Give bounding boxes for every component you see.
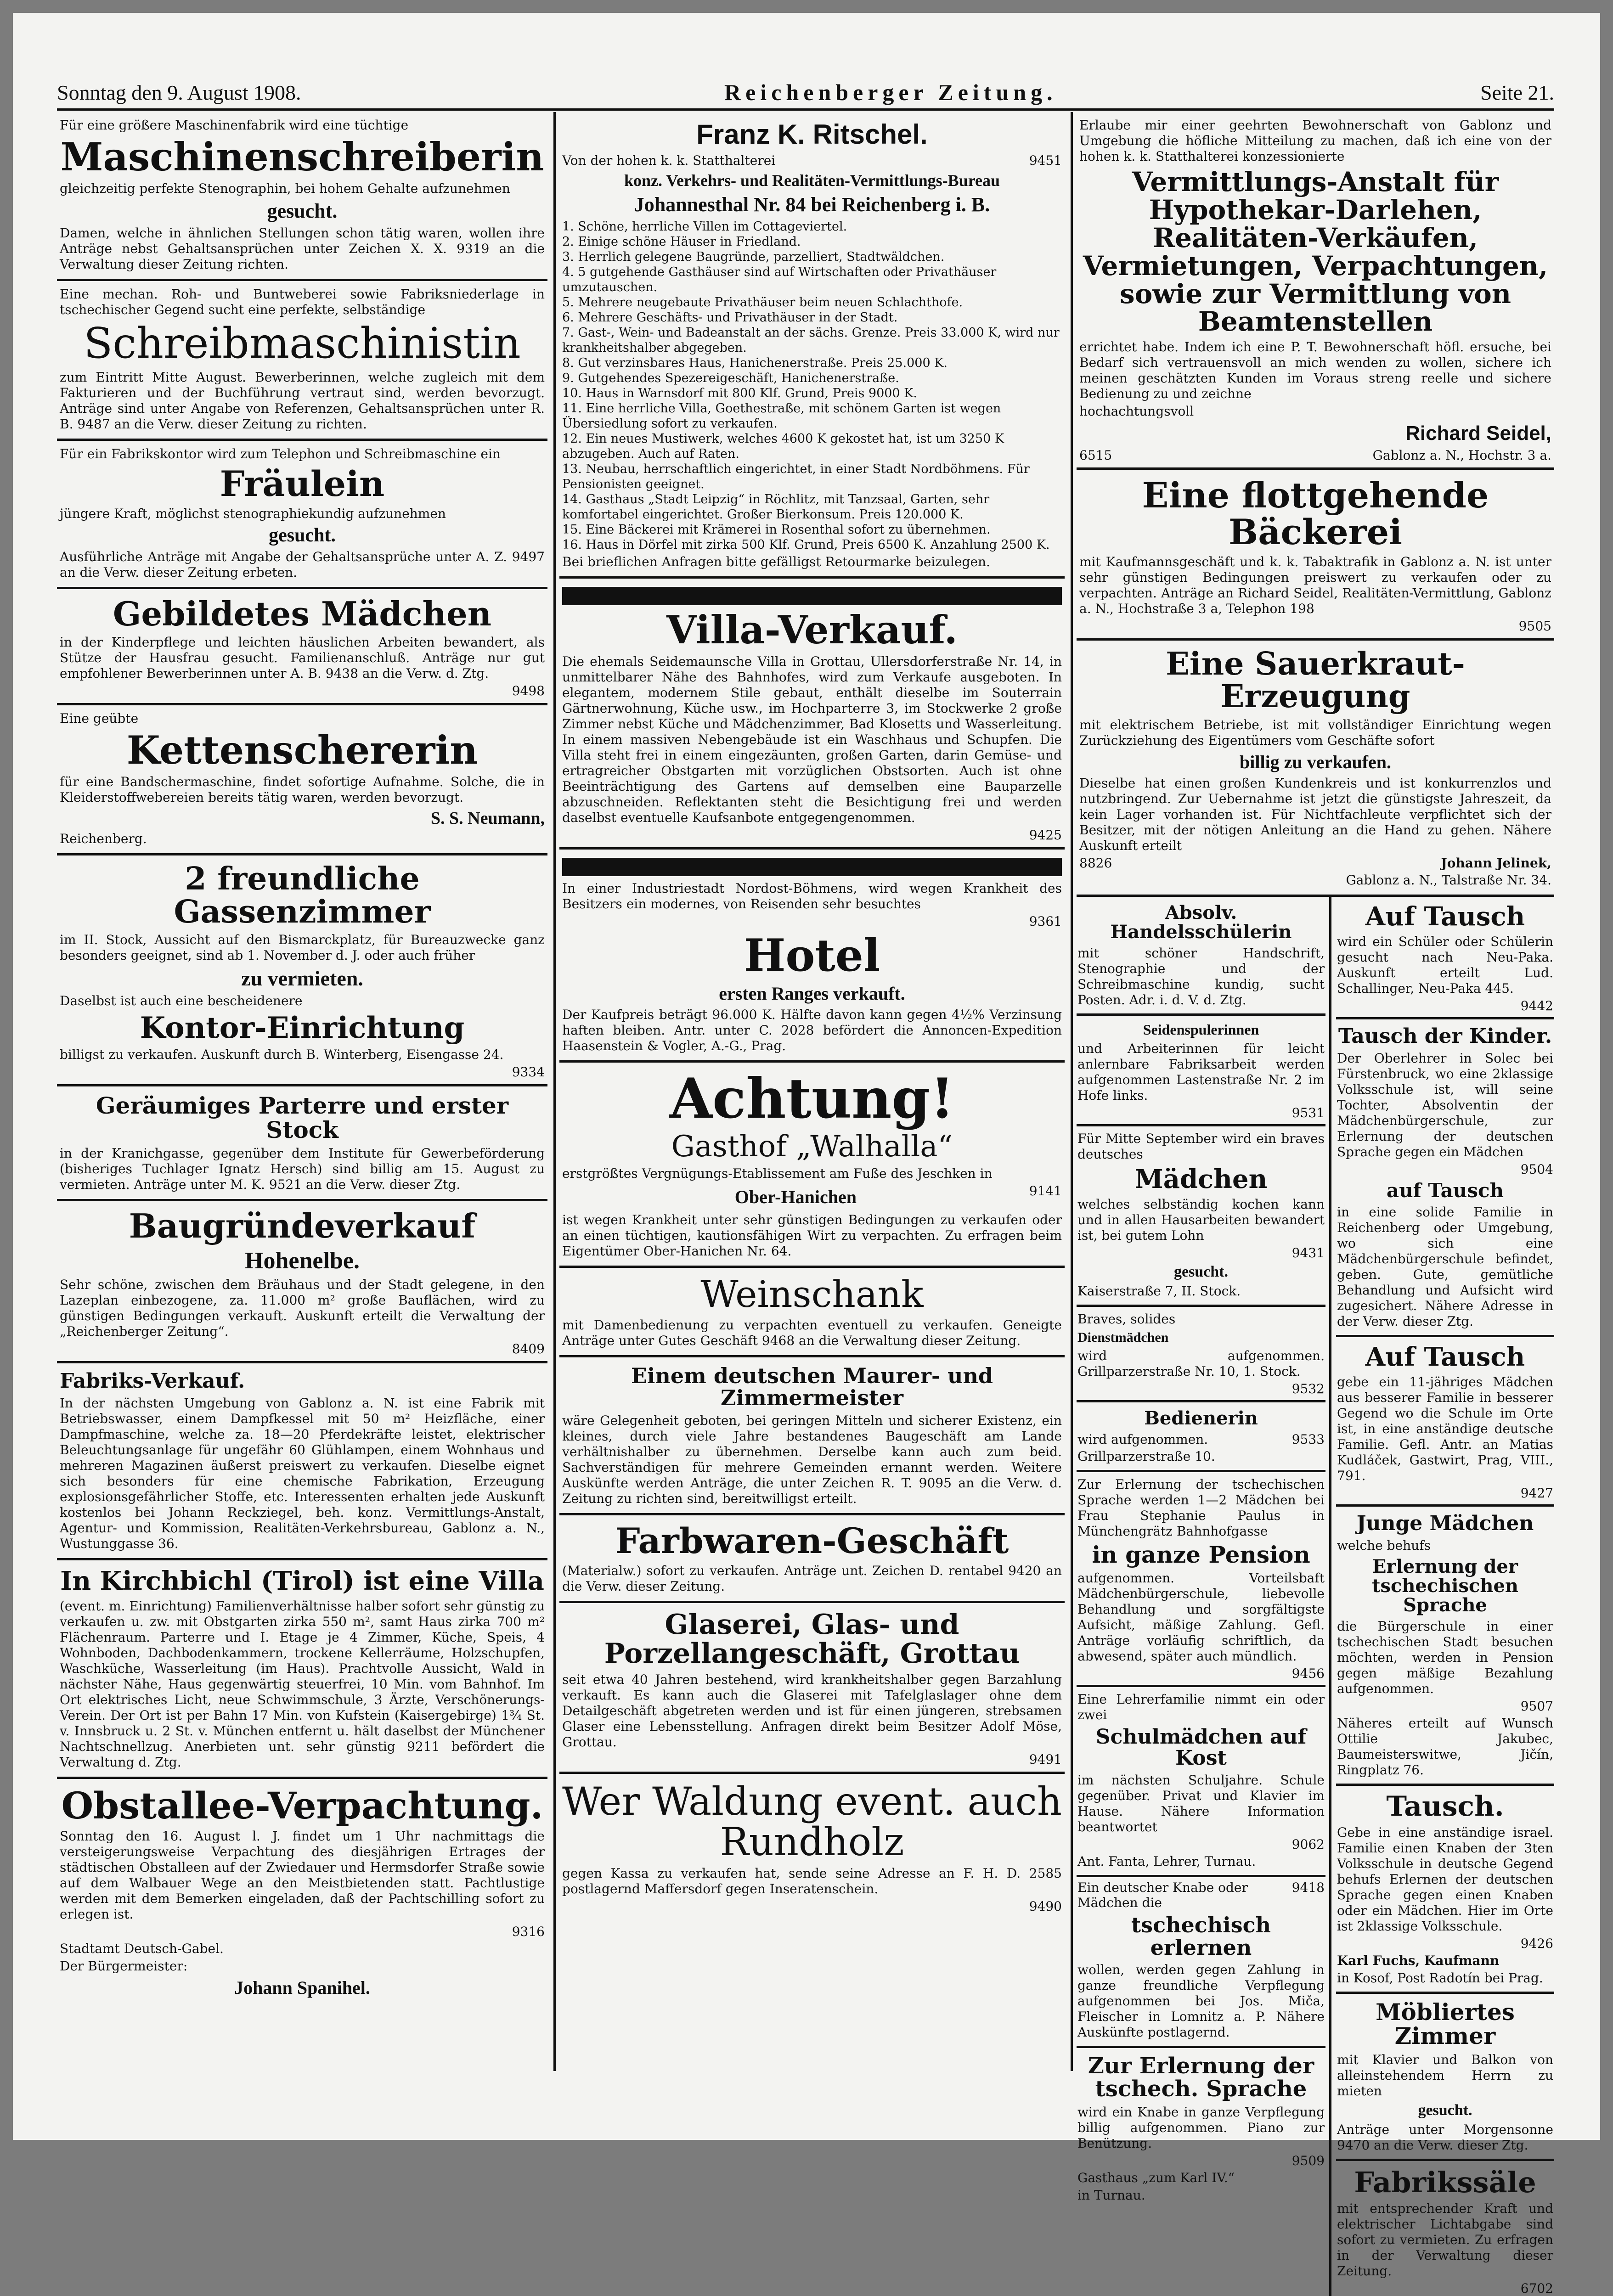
ad-heading: Wer Waldung event. auch Rundholz [562, 1778, 1062, 1864]
newspaper-page [13, 13, 1600, 2296]
ad-body: und Arbeiterinnen für leicht anlernbare Fabriksarbeit werden aufgenommen Lastenstraße Nr. 2 im Hofe links. [1077, 1041, 1325, 1103]
ad-number: 9456 [1292, 1666, 1325, 1682]
ad-intro: Braves, solides [1077, 1311, 1176, 1327]
ad-signature: Gasthaus „zum Karl IV.“ [1077, 2170, 1235, 2185]
ad-footer-line [1079, 855, 1551, 871]
column-divider [553, 112, 556, 2071]
ad-body-2: billigst zu verkaufen. Auskunft durch B. Winterberg, Eisengasse 24. [60, 1047, 504, 1063]
ad-heading: Maschinenschreiberin [60, 134, 544, 180]
ad-body: (event. m. Einrichtung) Familienverhältnisse halber sofort sehr günstig zu verkaufen u. zw. mit Obstgarten zirka 550 m², samt Haus zirka 700 m² Flächenraum. Parterre und I. Etage je 4 Zimmer, Küche, Speis, 4 Wohnboden, Dachbodenkammern, trockene Kellerräume, Holzschupfen, Waschküche, Wasserleitung (im Haus). Prachtvolle Aussicht, Wald in nächster Nähe, Haus gegenwärtig steuerfrei, 10 Min. vom Bahnhof. Im Ort elektrisches Licht, neue Schwimmschule, 3 Ärzte, Verschönerungs-Verein. Der Ort ist per Bahn 17 Min. von Kufstein (Kaisergebirge) 1¾ St. v. Innsbruck u. 2 St. v. München entfernt u. hält daselbst der Münchener Nachtschnellzug. Anerbieten unt. sehr günstig 9211 befördert die Verwaltung d. Ztg. [60, 1598, 545, 1770]
ad-heading: Tausch. [1386, 1790, 1504, 1823]
ad-body: Damen, welche in ähnlichen Stellungen schon tätig waren, wollen ihre Anträge nebst Gehaltsansprüchen unter Zeichen X. X. 9319 an die Verwaltung dieser Zeitung richten. [60, 225, 545, 272]
ad-heading: Hotel [744, 929, 880, 982]
ad-signature: Karl Fuchs, Kaufmann [1337, 1953, 1500, 1968]
ad-tausch [1336, 1786, 1554, 1994]
ad-number: 9532 [1292, 1381, 1325, 1396]
ad-number: 9491 [1029, 1751, 1062, 1767]
ad-heading: Bedienerin [1144, 1407, 1258, 1429]
ad-heading: Mädchen [1134, 1164, 1268, 1194]
ad-heading: Eine flottgehende Bäckerei [1142, 475, 1489, 553]
list-item: 8. Gut verzinsbares Haus, Hanichenerstraße. Preis 25.000 K. [562, 356, 947, 370]
ad-number: 6702 [1520, 2280, 1553, 2296]
ad-number: 9418 [1292, 1880, 1325, 1896]
ad-glaserei [559, 1603, 1065, 1774]
ad-intro: Ein deutscher Knabe oder Mädchen die [1077, 1880, 1248, 1911]
ad-heading: Obstallee-Verpachtung. [61, 1784, 543, 1827]
ad-signature: Ant. Fanta, Lehrer, Turnau. [1077, 1854, 1256, 1869]
list-item: 6. Mehrere Geschäfts- und Privathäuser in der Stadt. [562, 310, 898, 325]
ad-item-list [562, 219, 1062, 552]
ad-maurermeister [559, 1357, 1065, 1515]
ad-tschechisch-erlernen [1077, 1877, 1325, 2048]
ad-place: in Kosof, Post Radotín bei Prag. [1337, 1970, 1543, 1986]
ad-waldung [559, 1774, 1065, 1919]
header-rule [57, 108, 1554, 111]
header-page-number: Seite 21. [1480, 80, 1554, 104]
ad-heading-2: Kontor-Einrichtung [140, 1011, 465, 1046]
list-item: 1. Schöne, herrliche Villen im Cottageviertel. [562, 219, 847, 234]
ad-intro: Eine geübte [60, 711, 139, 726]
ad-number: 9531 [1292, 1105, 1325, 1120]
ad-number: 6515 [1079, 448, 1112, 463]
ad-body-2: Dieselbe hat einen großen Kundenkreis und ist konkurrenzlos und nutzbringend. Zur Uebernahme ist jetzt die günstigste Jahreszeit, da kein Lager vorhanden ist. Für Nichtfachleute verpflichtet sich der Besitzer, mit der nötigen Anleitung an die Hand zu gehen. Nähere Auskunft erteilt [1079, 775, 1551, 853]
ad-signature: Johann Jelinek, [1441, 855, 1551, 871]
ad-junge-maedchen [1336, 1507, 1554, 1786]
ad-number: 9442 [1520, 998, 1553, 1013]
column-2 [559, 112, 1065, 2071]
small-ads-left [1077, 897, 1331, 2296]
list-item: 11. Eine herrliche Villa, Goethestraße, mit schönem Garten ist wegen Übersiedlung sofort zu verkaufen. [562, 401, 1001, 431]
ad-parterre [57, 1086, 547, 1201]
list-item: 13. Neubau, herrschaftlich eingerichtet, in einer Stadt Nordböhmens. Für Pensionisten geeignet. [562, 462, 1030, 491]
ad-signature: S. S. Neumann, [430, 809, 545, 828]
ad-baugruendeverkauf [57, 1201, 547, 1363]
ad-heading-2: auf Tausch [1386, 1179, 1504, 1202]
ad-signature: Richard Seidel, [1405, 422, 1551, 445]
ad-body: im nächsten Schuljahre. Schule gegenüber. Privat und Klavier im Hause. Nähere Information beantwortet [1077, 1773, 1325, 1835]
ad-subline: jüngere Kraft, möglichst stenographiekundig aufzunehmen [60, 506, 446, 521]
ad-body: Sonntag den 16. August l. J. findet um 1 Uhr nachmittags die versteigerungsweise Verpachtung des diesjährigen Ertrages der städtischen Obstalleen auf der Zwiedauer und Hermsdorfer Straße sowie auf dem Walbauer Wege an den Meistbietenden statt. Pachtlustige werden mit dem Bemerken eingeladen, daß der Pachtschilling sofort zu erlegen ist. [60, 1828, 545, 1922]
black-rule [562, 858, 1062, 876]
ad-body: im II. Stock, Aussicht auf den Bismarckplatz, für Bureauzwecke ganz besonders geeignet, sind ab 1. November d. J. oder auch früher [60, 932, 545, 963]
ad-body: in der Kinderpflege und leichten häuslichen Arbeiten bewandert, als Stütze der Hausfrau gesucht. Familienanschluß. Anträge nur gut empfohlener Bewerberinnen unter A. B. 9438 an die Verw. d. Ztg. [60, 635, 545, 681]
list-item: 2. Einige schöne Häuser in Friedland. [562, 235, 801, 249]
ad-hotel [559, 850, 1065, 1063]
ad-body: gebe ein 11-jähriges Mädchen aus besserer Familie in besserer Gegend wo die Schule im Orte ist, in eine anständige deutsche Familie. Gefl. Antr. an Matias Kudláček, Gastwirt, Prag, VIII., 791. [1337, 1374, 1553, 1483]
ad-heading: Franz K. Ritschel. [696, 119, 928, 150]
ad-heading: Junge Mädchen [1356, 1511, 1534, 1535]
ad-body: Der Oberlehrer in Solec bei Fürstenbruck, wo eine 2klassige Volksschule ist, will seine Tochter, Absolventin der Mädchenbürgerschule, zur Erlernung der deutschen Sprache gegen ein Mädchen [1337, 1050, 1553, 1159]
ad-number: 9504 [1520, 1161, 1553, 1177]
ad-body: seit etwa 40 Jahren bestehend, wird krankheitshalber gegen Barzahlung verkauft. Es kann auch die Glaserei mit Tafelglaslager ohne dem Detailgeschäft abgetreten werden und ist für einen jüngeren, strebsamen Glaser eine Lebensstellung. Anfragen direkt beim Besitzer Adolf Möse, Grottau. [562, 1671, 1062, 1750]
ad-number: 9509 [1292, 2153, 1325, 2168]
ad-heading: Schreibmaschinistin [84, 319, 521, 368]
ad-heading: Fräulein [220, 463, 385, 504]
ad-intro: Eine Lehrerfamilie nimmt ein oder zwei [1077, 1692, 1325, 1723]
ad-kettenschererin [57, 705, 547, 855]
ad-keyword: gesucht. [269, 524, 336, 546]
ad-heading: Zur Erlernung der tschech. Sprache [1088, 2053, 1314, 2102]
ad-intro: Erlaube mir einer geehrten Bewohnerschaft von Gablonz und Umgebung die höfliche Mitteilung zu machen, daß ich eine von der hohen k. k. Statthalterei konzessionierte [1079, 118, 1551, 164]
ad-number: 9426 [1520, 1936, 1553, 1951]
ad-number: 9431 [1292, 1245, 1325, 1261]
ad-license-line [562, 153, 1062, 168]
ad-number: 9507 [1520, 1698, 1553, 1714]
list-item: 7. Gast-, Wein- und Badeanstalt an der sächs. Grenze. Preis 33.000 K, wird nur krankheitshalber abgegeben. [562, 326, 1060, 355]
ad-heading: Geräumiges Parterre und erster Stock [96, 1092, 509, 1143]
ad-body: wollen, werden gegen Zahlung in ganze freundliche Verpflegung aufgenommen bei Jos. Miča, Fleischer in Lomnitz a. P. Nähere Auskünfte postlagernd. [1077, 1962, 1325, 2040]
ad-subline: gleichzeitig perfekte Stenographin, bei hohem Gehalte aufzunehmen [60, 181, 510, 197]
ad-body: wird ein Schüler oder Schülerin gesucht nach Neu-Paka. Auskunft erteilt Lud. Schallinger, Neu-Paka 445. [1337, 934, 1553, 996]
ad-handelsschuelerin [1077, 897, 1325, 1016]
ad-weinschank [559, 1268, 1065, 1357]
ad-body: wird aufgenommen. [1077, 1431, 1208, 1447]
ad-keyword: zu vermieten. [241, 967, 363, 990]
ad-number: 9451 [1029, 153, 1062, 168]
ad-place-line [562, 1183, 1062, 1210]
ad-body: Der Kaufpreis beträgt 96.000 K. Hälfte davon kann gegen 4½% Verzinsung haften bleiben. Antr. unter C. 2028 befördert die Annoncen-Expedition Haasenstein & Vogler, A.-G., Prag. [562, 1007, 1062, 1053]
ad-heading: Möbliertes Zimmer [1376, 1998, 1515, 2050]
ad-number: 8826 [1079, 855, 1112, 871]
ad-heading: Auf Tausch [1365, 1341, 1525, 1372]
ad-number: 9425 [1029, 827, 1062, 843]
ad-body-2: die Bürgerschule in einer tschechischen Stadt besuchen möchten, werden in Pension gegen mäßige Bezahlung aufgenommen. [1337, 1618, 1553, 1696]
ad-body: gegen Kassa zu verkaufen hat, sende seine Adresse an F. H. D. 2585 postlagernd Maffersdorf gegen Inseratenschein. [562, 1865, 1062, 1896]
ad-schreibmaschinistin [57, 281, 547, 441]
ad-body-2: in eine solide Familie in Reichenberg oder Umgebung, wo sich eine Mädchenbürgerschule befindet, geben. Gute, gemütliche Behandlung und Aufsicht wird zugesichert. Nähere Adresse in der Verw. dieser Ztg. [1337, 1204, 1553, 1329]
ad-auf-tausch-2 [1336, 1337, 1554, 1507]
ad-schulmaedchen [1077, 1687, 1325, 1877]
ad-body: wäre Gelegenheit geboten, bei geringen Mitteln und sicherer Existenz, ein kleines, durch viele Jahre bestandenes Baugeschäft am Lande verhältnishalber zu übernehmen. Derselbe kann auch zum beid. Sachverständigen für mehrere Gemeinden ernannt werden. Weitere Auskünfte werden Anträge, die unter Zeichen R. T. 9095 an die Verw. d. Zeitung zu richten sind, bereitwilligst erteilt. [562, 1412, 1062, 1506]
ad-signature: Johann Spanihel. [234, 1977, 370, 1998]
ad-ritschel [559, 112, 1065, 579]
ad-sauerkraut [1077, 641, 1554, 897]
ad-body-3: Näheres erteilt auf Wunsch Ottilie Jakubec, Baumeisterswitwe, Jičín, Ringplatz 76. [1337, 1715, 1553, 1778]
ad-heading: Schulmädchen auf Kost [1095, 1725, 1307, 1770]
ad-place: Grillparzerstraße 10. [1077, 1448, 1215, 1464]
ad-body: Die ehemals Seidemaunsche Villa in Grottau, Ullersdorferstraße Nr. 14, in unmittelbarer Nähe des Bahnhofes, wird zum Verkaufe ausgeboten. In elegantem, modernem Stile gebaut, enthält dieselbe im Souterrain Gärtnerwohnung, Küche usw., im Hochparterre 3, im Stockwerke 2 große Zimmer nebst Küche und Mädchenzimmer, Bad Klosetts und Wasserleitung. In einem massiven Nebengebäude ist ein Waschhaus und Schupfen. Die Villa steht frei in einem eingezäunten, großen Garten, darin Gemüse- und ertragreicher Obstgarten mit vorzüglichen Obstsorten. Auch ist ohne Beeinträchtigung des Gartens auf demselben eine Bauparzelle abzuschneiden. Reflektanten steht die Besichtigung frei und werden daselbst eventuelle Kaufsanbote entgegengenommen. [562, 654, 1062, 826]
column-divider [1071, 112, 1073, 2071]
ad-number: 9334 [512, 1064, 545, 1080]
ad-body: errichtet habe. Indem ich eine P. T. Bewohnerschaft höfl. ersuche, bei Bedarf sich vertrauensvoll an mich wenden zu wollen, sichere ich meinen geschätzten Kunden im Voraus streng reelle und sichere Bedienung zu und zeichne [1079, 339, 1551, 402]
list-item: 9. Gutgehendes Spezereigeschäft, Hanichenerstraße. [562, 371, 899, 385]
ad-heading: Seidenspulerinnen [1143, 1021, 1259, 1038]
ad-number: 9316 [512, 1924, 545, 1939]
ad-moebliertes-zimmer [1336, 1994, 1554, 2161]
ad-body: welches selbständig kochen kann und in allen Hausarbeiten bewandert ist, bei gutem Lohn [1077, 1196, 1325, 1243]
ad-number: 9490 [1029, 1898, 1062, 1914]
ad-keyword: billig zu verkaufen. [1239, 751, 1392, 772]
ad-heading: Farbwaren-Geschäft [615, 1520, 1009, 1561]
ad-body: erstgrößtes Vergnügungs-Etablissement am Fuße des Jeschken in [562, 1166, 993, 1182]
ad-body: welche behufs [1337, 1537, 1431, 1553]
small-ads-area [1077, 897, 1554, 2296]
ad-heading: Auf Tausch [1365, 901, 1525, 932]
ad-villa-verkauf [559, 579, 1065, 850]
list-item: 3. Herrlich gelegene Baugründe, parzelliert, Stadtwäldchen. [562, 250, 945, 264]
ad-intro: Für eine größere Maschinenfabrik wird eine tüchtige [60, 118, 409, 133]
ad-villa-kirchbichl [57, 1560, 547, 1779]
header-date: Sonntag den 9. August 1908. [57, 80, 301, 104]
ad-number: 9062 [1292, 1837, 1325, 1852]
ad-gassenzimmer [57, 855, 547, 1086]
column-3 [1077, 112, 1554, 2296]
black-rule [562, 587, 1062, 605]
ad-heading: Achtung! [670, 1066, 954, 1131]
ad-gebildetes-maedchen [57, 589, 547, 706]
ad-heading: in ganze Pension [1092, 1541, 1310, 1568]
ad-heading: Fabrikssäle [1354, 2165, 1536, 2199]
list-item: 16. Haus in Dörfel mit zirka 500 Klf. Grund, Preis 6500 K. Anzahlung 2500 K. [562, 538, 1050, 552]
ad-body: mit Damenbedienung zu verpachten eventuell zu verkaufen. Geneigte Anträge unter Gutes Geschäft 9468 an die Verwaltung dieser Zeitung. [562, 1317, 1062, 1349]
list-item: 5. Mehrere neugebaute Privathäuser beim neuen Schlachthofe. [562, 295, 963, 310]
ad-tausch-der-kinder [1336, 1019, 1554, 1337]
ad-heading: Absolv. Handelsschülerin [1110, 901, 1292, 943]
ad-heading: Kettenschererin [126, 727, 478, 773]
ad-body: zum Eintritt Mitte August. Bewerberinnen, welche zugleich mit dem Fakturieren und der Buchführung vertraut sind, werden bevorzugt. Anträge sind unter Angabe von Referenzen, Gehaltsansprüchen unter R. B. 9487 an die Verw. dieser Zeitung zu richten. [60, 369, 545, 432]
ad-maschinenschreiberin [57, 112, 547, 281]
ad-subline: Der Bürgermeister: [60, 1958, 188, 1974]
ad-place: Kaiserstraße 7, II. Stock. [1077, 1283, 1241, 1299]
ad-fraeulein [57, 441, 547, 589]
ad-tschech-sprache [1077, 2048, 1325, 2209]
ad-number: 9141 [1029, 1183, 1062, 1199]
ad-body: wird aufgenommen. Grillparzerstraße Nr. 10, 1. Stock. [1077, 1348, 1325, 1379]
ad-heading: Glaserei, Glas- und Porzellangeschäft, Grottau [604, 1608, 1020, 1670]
ad-bedienerin [1077, 1402, 1325, 1472]
ad-keyword: gesucht. [1418, 2101, 1472, 2119]
ad-body: aufgenommen. Vorteilsbaft Mädchenbürgerschule, liebevolle Behandlung und sorgfältigste Aufsicht, mäßige Zahlung. Gefl. Anträge vorläufig schriftlich, da abwesend, später auch mündlich. [1077, 1570, 1325, 1664]
ad-place: in Turnau. [1077, 2187, 1145, 2203]
ad-body: mit schöner Handschrift, Stenographie und der Schreibmaschine kundig, sucht Posten. Adr. i. d. V. d. Ztg. [1077, 945, 1325, 1007]
ad-dienstmaedchen [1077, 1307, 1325, 1402]
ad-intro: Zur Erlernung der tschechischen Sprache werden 1—2 Mädchen bei Frau Stephanie Paulus in Münchengrätz Bahnhofgasse [1077, 1476, 1325, 1539]
small-ads-right [1331, 897, 1554, 2296]
ad-maedchen [1077, 1126, 1325, 1307]
ad-body: In der nächsten Umgebung von Gablonz a. N. ist eine Fabrik mit Betriebswasser, einem Dampfkessel mit 50 m² Heizfläche, einer Dampfmaschine, welche za. 18—20 Pferdekräfte leistet, elektrischer Beleuchtungsanlage für ungefähr 60 Glühlampen, einem Wohnhaus und mehreren Magazinen äußerst preiswert zu verkaufen. Dieselbe eignet sich besonders für eine chemische Fabrikation, Erzeugung explosionsgefährlicher Stoffe, etc. Interessenten erhalten jede Auskunft kostenlos bei Johann Reckziegel, beh. konz. Vermittlungs-Anstalt, Agentur- und Kommission, Realitäten-Verkehrsbureau, Gablonz a. N., Wustunggasse 36. [60, 1396, 545, 1552]
ad-richard-seidel [1077, 112, 1554, 470]
ad-heading: 2 freundliche Gassenzimmer [174, 861, 431, 930]
ad-body: wird ein Knabe in ganze Verpflegung billig aufgenommen. Piano zur Benützung. [1077, 2104, 1325, 2151]
ad-body-2: ist wegen Krankheit unter sehr günstigen Bedingungen zu verkaufen oder an einen tüchtigen, kautionsfähigen Wirt zu verpachten. Zu erfragen beim Eigentümer Ober-Hanichen Nr. 64. [562, 1212, 1062, 1259]
ad-body: in der Kranichgasse, gegenüber dem Institute für Gewerbeförderung (bisheriges Tuchlager Ignatz Hersch) sind billig am 15. August zu vermieten. Anträge unter M. K. 9521 an die Verw. dieser Ztg. [60, 1146, 545, 1193]
ad-subheading: konz. Verkehrs- und Realitäten-Vermittlungs-Bureau [624, 171, 1000, 190]
ad-keyword: gesucht. [1173, 1263, 1229, 1280]
list-item: 14. Gasthaus „Stadt Leipzig“ in Röchlitz, mit Tanzsaal, Garten, sehr komfortabel eingerichtet. Großer Bierkonsum. Preis 120.000 K. [562, 492, 990, 522]
ad-number: 8409 [512, 1341, 545, 1356]
ad-heading: Fabriks-Verkauf. [60, 1369, 245, 1393]
ad-heading: Weinschank [700, 1273, 924, 1316]
ad-subline: Daselbst ist auch eine bescheidenere [60, 993, 303, 1009]
ad-heading: Einem deutschen Maurer- und Zimmermeister [631, 1363, 993, 1411]
header-title: Reichenberger Zeitung. [724, 79, 1057, 105]
ad-heading: Eine Sauerkraut-Erzeugung [1166, 645, 1465, 715]
ad-line [1077, 1880, 1325, 1910]
ad-place: Gablonz a. N., Hochstr. 3 a. [1372, 448, 1551, 463]
ad-body: Gebe in eine anständige israel. Familie einen Knaben der 3ten Volksschule in deutsche Gegend behufs Erlernen der deutschen Sprache gegen einen Knaben oder ein Mädchen. Hier im Orte ist 2klassige Volksschule. [1337, 1824, 1553, 1934]
ad-auf-tausch-1 [1336, 897, 1554, 1019]
ad-body-2: Anträge unter Morgensonne 9470 an die Verw. dieser Ztg. [1337, 2122, 1553, 2153]
ad-place: Stadtamt Deutsch-Gabel. [60, 1941, 224, 1956]
ad-heading: In Kirchbichl (Tirol) ist eine Villa [60, 1566, 544, 1597]
ad-heading: Vermittlungs-Anstalt für Hypothekar-Darlehen, Realitäten-Verkäufen, Vermietungen, Verpachtungen, sowie zur Vermittlung von Beamtenstellen [1083, 166, 1548, 338]
ad-number: 9505 [1518, 618, 1551, 634]
list-item: 10. Haus in Warnsdorf mit 800 Klf. Grund, Preis 9000 K. [562, 386, 917, 400]
ad-place: Gablonz a. N., Talstraße Nr. 34. [1346, 872, 1551, 888]
ad-walhalla [559, 1063, 1065, 1268]
ad-place: Ober-Hanichen [734, 1187, 857, 1208]
ad-body: mit elektrischem Betriebe, ist mit vollständiger Einrichtung wegen Zurückziehung des Eigentümers vom Geschäfte sofort [1079, 717, 1551, 748]
ad-heading-2: Erlernung der tschechischen Sprache [1371, 1555, 1518, 1616]
ad-intro: Für Mitte September wird ein braves deutsches [1077, 1131, 1325, 1162]
ad-body: Ausführliche Anträge mit Angabe der Gehaltsansprüche unter A. Z. 9497 an die Verw. dieser Zeitung erbeten. [60, 549, 545, 580]
ad-address: Johannesthal Nr. 84 bei Reichenberg i. B. [634, 193, 990, 216]
ad-line: Von der hohen k. k. Statthalterei [562, 153, 776, 168]
ad-number: 9498 [512, 683, 545, 699]
ad-heading: Dienstmädchen [1077, 1329, 1169, 1345]
list-item: 4. 5 gutgehende Gasthäuser sind auf Wirtschaften oder Privathäuser umzutauschen. [562, 265, 997, 294]
ad-intro: In einer Industriestadt Nordost-Böhmens, wird wegen Krankheit des Besitzers ein modernes, von Reisenden sehr besuchtes [562, 881, 1062, 912]
ad-footer-line [1079, 448, 1551, 463]
ad-line [1077, 1432, 1325, 1447]
list-item: 12. Ein neues Mustiwerk, welches 4600 K gekostet hat, ist um 3250 K abzugeben. Auch auf Raten. [562, 432, 1004, 461]
ad-keyword: gesucht. [267, 200, 338, 223]
ad-closing: hochachtungsvoll [1079, 404, 1194, 419]
ad-body: mit Kaufmannsgeschäft und k. k. Tabaktrafik in Gablonz a. N. ist unter sehr günstigen Bedingungen preiswert zu verkaufen oder zu verpachten. Anträge an Richard Seidel, Realitäten-Vermittlung, Gablonz a. N., Hochstraße 3 a, Telephon 198 [1079, 554, 1551, 616]
ad-number: 9427 [1520, 1485, 1553, 1501]
ad-place: Reichenberg. [60, 831, 147, 847]
ad-heading: Gebildetes Mädchen [113, 594, 492, 633]
ad-intro: Eine mechan. Roh- und Buntweberei sowie Fabriksniederlage in tschechischer Gegend sucht eine perfekte, selbständige [60, 287, 545, 318]
ad-body: mit Klavier und Balkon von alleinstehendem Herrn zu mieten [1337, 2052, 1553, 2099]
ad-heading-2: Gasthof „Walhalla“ [671, 1129, 953, 1164]
ad-seidenspulerinnen [1077, 1016, 1325, 1126]
ad-body: (Materialw.) sofort zu verkaufen. Anträge unt. Zeichen D. rentabel 9420 an die Verw. dieser Zeitung. [562, 1563, 1062, 1594]
ad-footer: Bei brieflichen Anfragen bitte gefälligst Retourmarke beizulegen. [562, 554, 990, 569]
ad-body: mit entsprechender Kraft und elektrischer Lichtabgabe sind sofort zu vermieten. Zu erfragen in der Verwaltung dieser Zeitung. [1337, 2200, 1553, 2279]
ad-heading: Baugründeverkauf [129, 1206, 476, 1246]
ad-baeckerei [1077, 470, 1554, 641]
ad-body: Sehr schöne, zwischen dem Bräuhaus und der Stadt gelegene, in den Lazeplan einbezogene, za. 11.000 m² große Bauflächen, wird zu günstigen Bedingungen verkauft. Auskunft erteilt die Verwaltung der „Reichenberger Zeitung“. [60, 1277, 545, 1339]
ad-heading: tschechisch erlernen [1131, 1913, 1271, 1960]
ad-obstallee [57, 1779, 547, 2006]
ad-intro: Für ein Fabrikskontor wird zum Telephon und Schreibmaschine ein [60, 446, 501, 461]
ad-heading-2: Hohenelbe. [245, 1247, 360, 1274]
ad-number: 9361 [1029, 914, 1062, 929]
ad-body: für eine Bandschermaschine, findet sofortige Aufnahme. Solche, die in Kleiderstoffwebereien bereits tätig waren, werden bevorzugt. [60, 774, 545, 805]
ad-subline: ersten Ranges verkauft. [719, 983, 905, 1004]
ad-farbwaren [559, 1515, 1065, 1603]
ad-heading: Tausch der Kinder. [1338, 1024, 1552, 1048]
list-item: 15. Eine Bäckerei mit Krämerei in Rosenthal sofort zu übernehmen. [562, 523, 991, 537]
ad-fabriks-verkauf [57, 1363, 547, 1560]
ad-heading: Villa-Verkauf. [666, 607, 958, 653]
ad-pension [1077, 1472, 1325, 1688]
ad-number: 9533 [1292, 1431, 1325, 1447]
ad-fabrikssaele [1336, 2161, 1554, 2296]
column-1 [57, 112, 547, 2071]
